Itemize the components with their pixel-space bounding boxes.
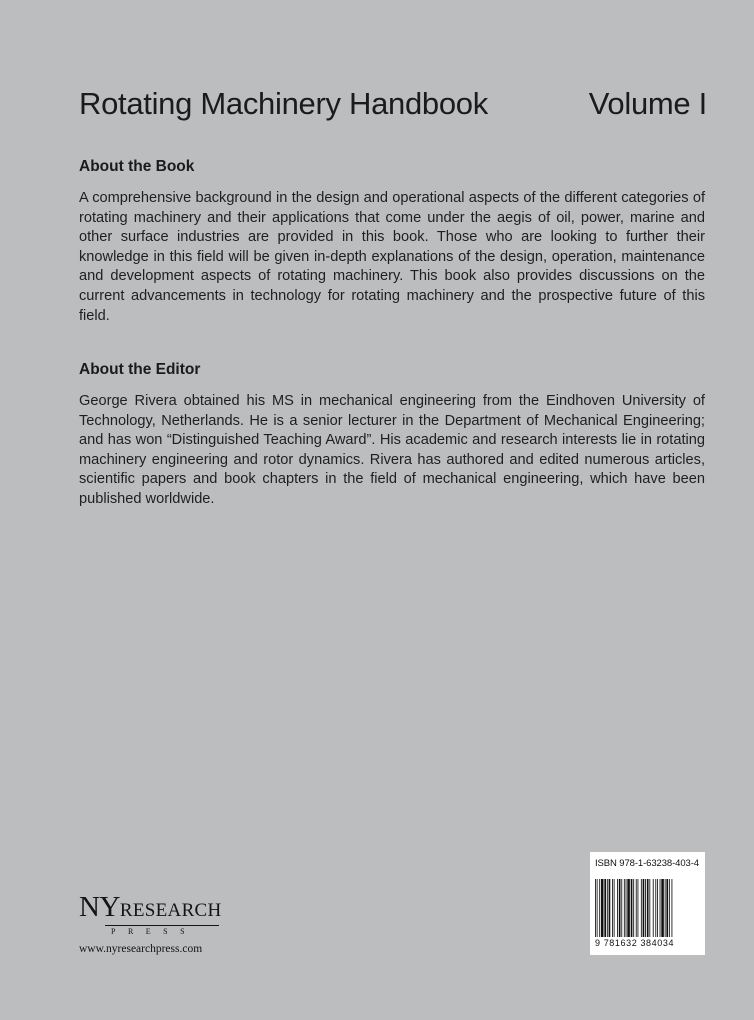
logo-wordmark [79, 893, 224, 925]
barcode-bar [624, 879, 625, 937]
about-book-heading: About the Book [79, 158, 195, 175]
barcode-bar [657, 879, 658, 937]
about-editor-heading: About the Editor [79, 361, 201, 378]
barcode-bar [617, 879, 618, 937]
barcode-bar [672, 879, 673, 937]
barcode-bar [601, 879, 604, 937]
barcode-bar [627, 879, 630, 937]
barcode-bar [660, 879, 661, 937]
barcode-bar [631, 879, 633, 937]
logo-press: PRESS [105, 925, 219, 937]
barcode-bar [636, 879, 637, 937]
logo-ny: NY [79, 891, 120, 923]
barcode-bar [647, 879, 649, 937]
title-row [79, 86, 707, 122]
book-title: Rotating Machinery Handbook [79, 86, 488, 121]
barcode-bar [669, 879, 670, 937]
volume-label: Volume I [588, 86, 707, 121]
barcode-bar [641, 879, 642, 937]
barcode-bar [612, 879, 613, 937]
barcode-bar [653, 879, 654, 937]
barcode-bar [619, 879, 621, 937]
isbn-barcode-box [590, 852, 705, 955]
barcode-bar [595, 879, 596, 937]
barcode-bar [666, 879, 668, 937]
barcode-digits: 9 781632 384034 [595, 938, 675, 948]
barcode-bar [633, 879, 634, 937]
about-book-text: A comprehensive background in the design and operational aspects of the different categories of rotating machinery and their applications that come under the aegis of oil, power, marine and other surface industries are provided in this book. Those who are looking to further their knowledge in this field will be given in-depth explanations of the design, operation, maintenance and development aspects of rotating machinery. This book also provides discussions on the current advancements in technology for rotating machinery and the prospective future of this field. [79, 190, 705, 324]
barcode-bar [665, 879, 666, 937]
barcode-bar [643, 879, 645, 937]
barcode-bar [609, 879, 611, 937]
publisher-website: www.nyresearchpress.com [79, 943, 203, 955]
barcode-bar [661, 879, 664, 937]
barcode-bar [604, 879, 606, 937]
barcode-bar [597, 879, 598, 937]
barcode-bar [655, 879, 656, 937]
barcode-bar [599, 879, 600, 937]
barcode-bar [649, 879, 650, 937]
barcode-bar [645, 879, 646, 937]
barcode-bar [607, 879, 608, 937]
barcode-bar [614, 879, 615, 937]
logo-research: RESEARCH [119, 900, 222, 921]
ean13-barcode-icon [595, 879, 700, 937]
isbn-label: ISBN 978-1-63238-403-4 [595, 858, 699, 869]
publisher-logo [79, 893, 224, 955]
barcode-bar [638, 879, 639, 937]
barcode-bar [626, 879, 627, 937]
barcode-bar [621, 879, 622, 937]
about-editor-text: George Rivera obtained his MS in mechanical engineering from the Eindhoven University of Technology, Netherlands. He is a senior lecturer in the Department of Mechanical Engineering; and has won “Distinguished Teaching Award”. His academic and research interests lie in rotating machinery engineering and rotor dynamics. Rivera has authored and edited numerous articles, scientific papers and book chapters in the field of mechanical engineering, which have been published worldwide. [79, 393, 705, 507]
